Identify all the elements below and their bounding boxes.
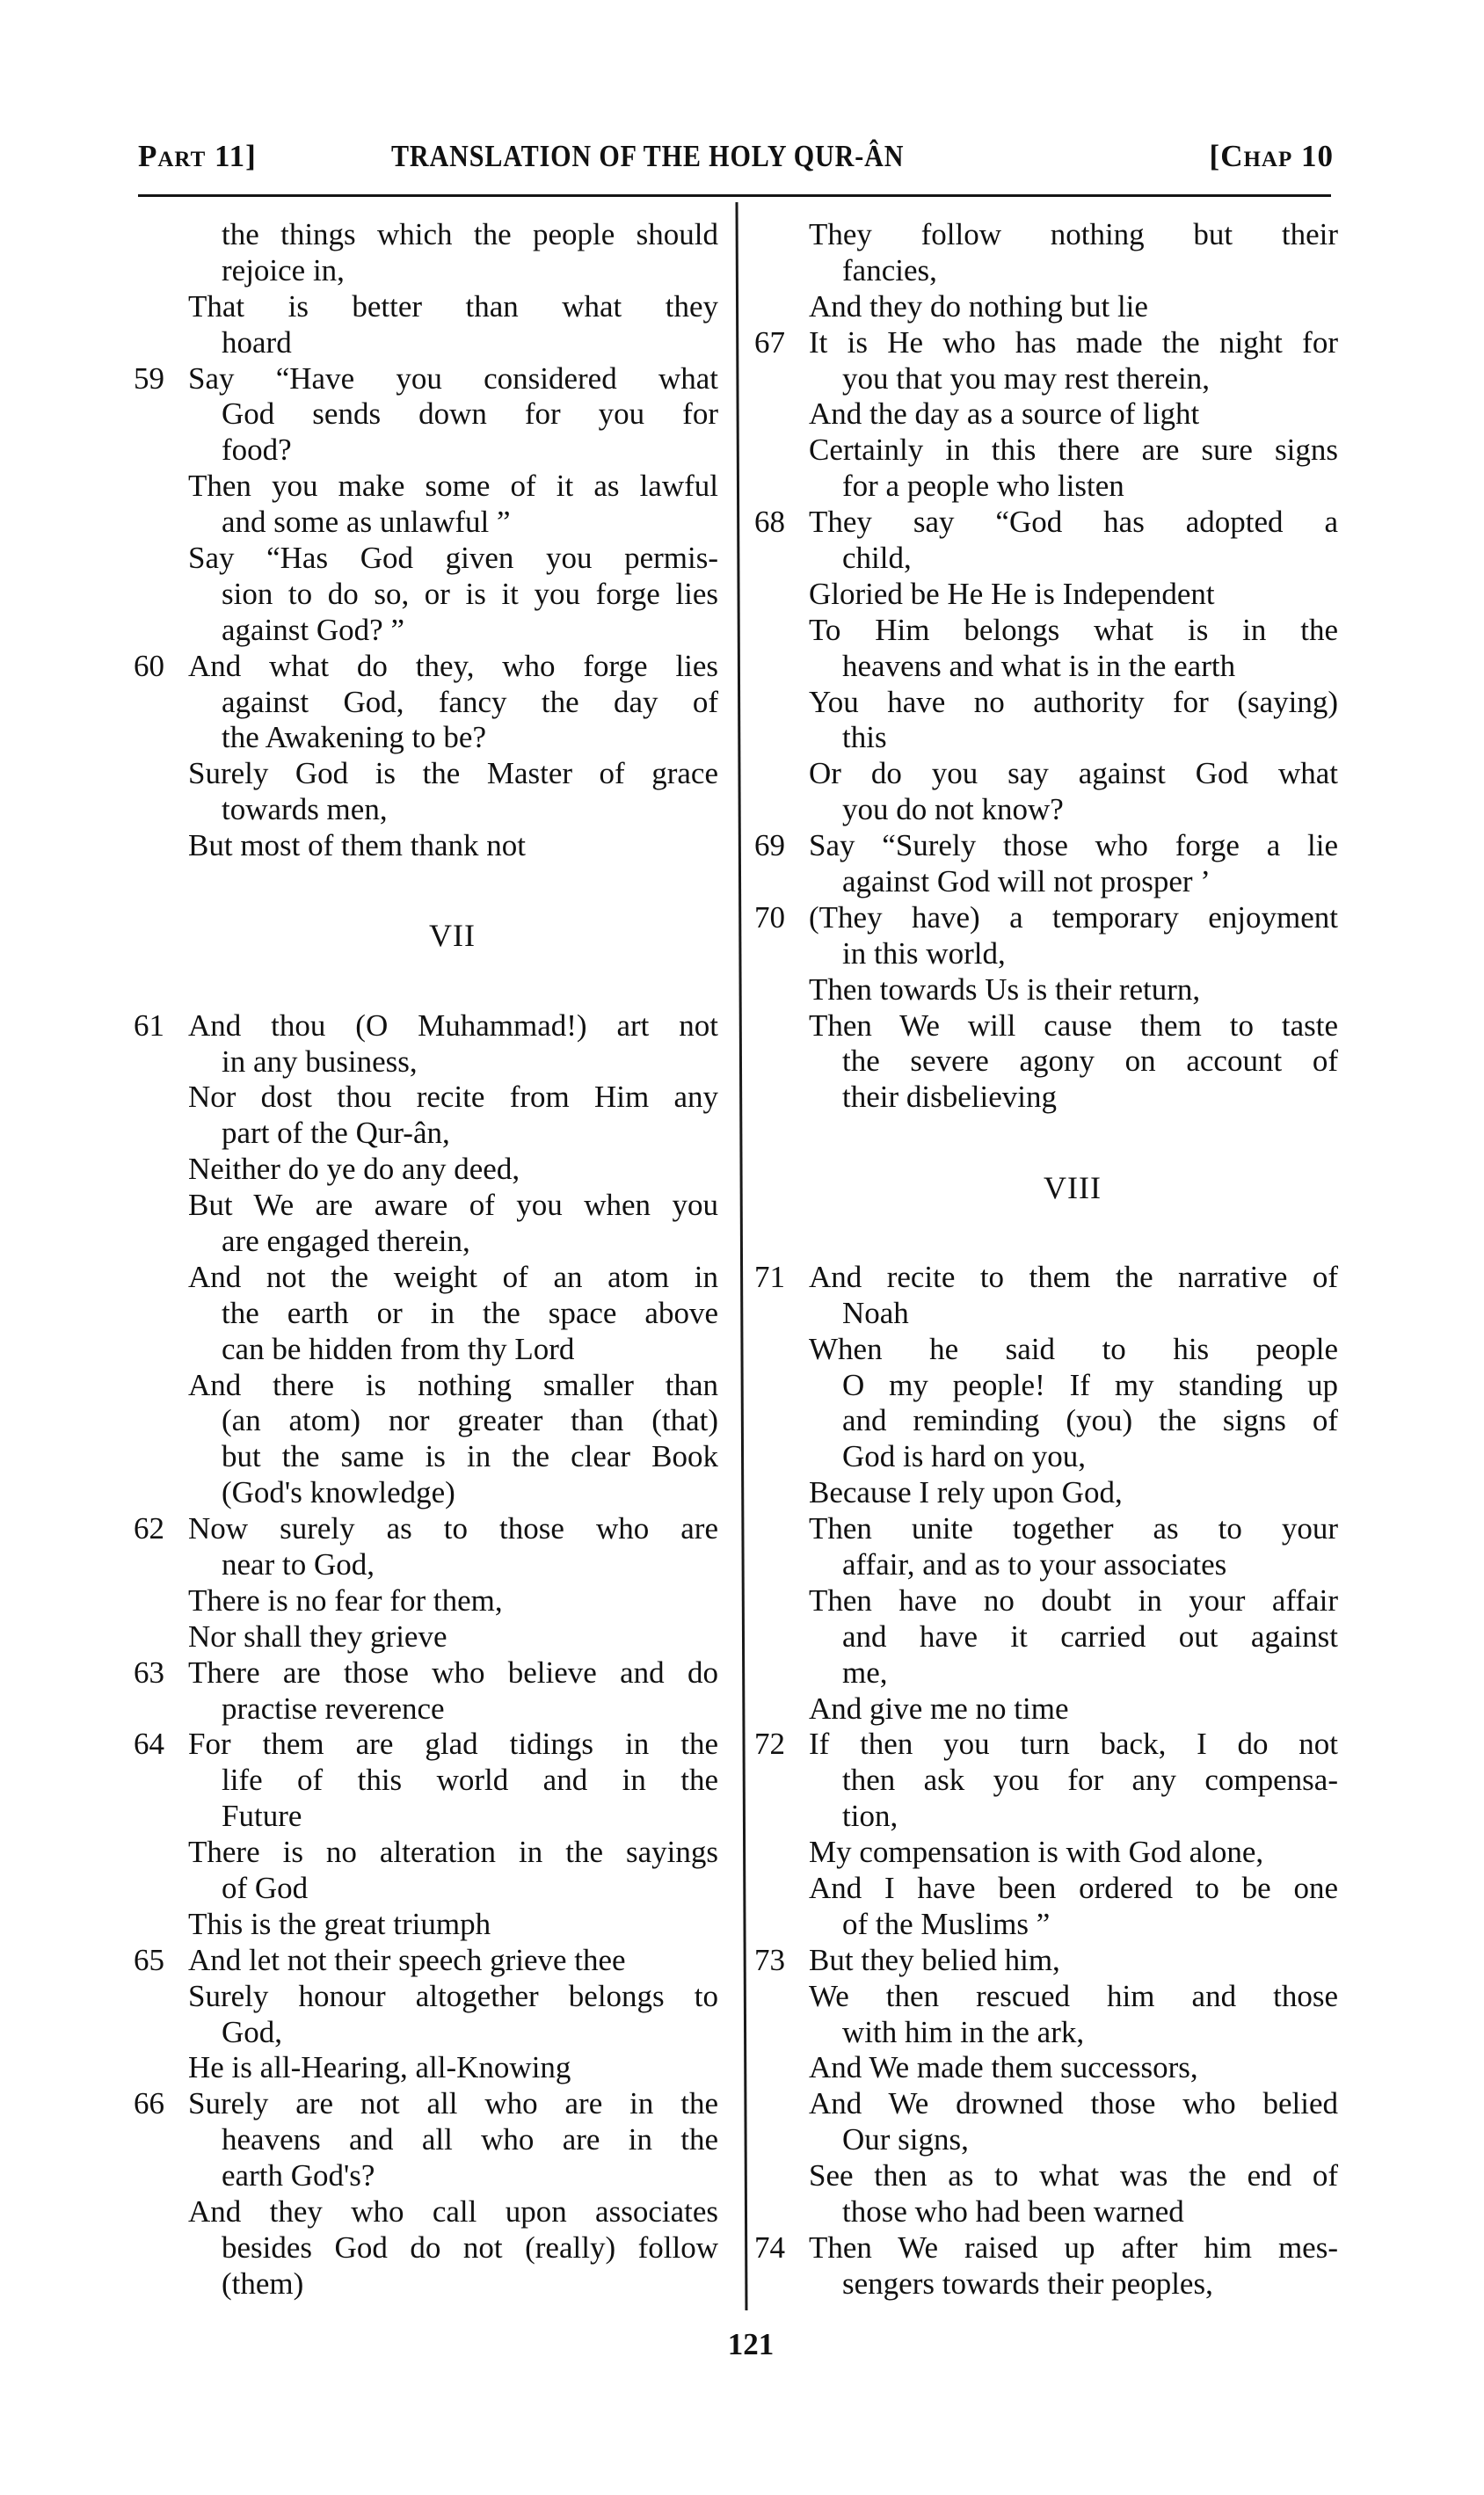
- line-text: with him in the ark,: [842, 2014, 1085, 2049]
- text-line: [134, 685, 718, 721]
- line-text: And thou (O Muhammad!) art not: [188, 1007, 718, 1043]
- verse-line: [754, 1943, 1338, 1979]
- text-line: [754, 1979, 1338, 2015]
- line-text: Then you make some of it as lawful: [188, 469, 718, 504]
- line-text: can be hidden from thy Lord: [222, 1331, 575, 1366]
- text-line: [754, 1547, 1338, 1583]
- verse-line: [134, 1511, 718, 1547]
- verse-number: 64: [134, 1727, 164, 1762]
- text-line: [134, 577, 718, 613]
- text-line: [134, 2230, 718, 2266]
- line-text: of the Muslims ”: [842, 1906, 1051, 1941]
- line-text: towards men,: [222, 792, 388, 827]
- line-text: And not the weight of an atom in: [188, 1259, 718, 1294]
- verse-line: [134, 1727, 718, 1763]
- line-text: Nor shall they grieve: [188, 1618, 447, 1654]
- line-text: But they belied him,: [809, 1942, 1060, 1977]
- verse-line: [134, 1655, 718, 1691]
- text-line: [134, 469, 718, 505]
- line-text: Now surely as to those who are: [188, 1511, 718, 1546]
- line-text: fancies,: [842, 252, 937, 287]
- text-line: [754, 396, 1338, 433]
- line-text: O my people! If my standing up: [842, 1367, 1338, 1402]
- line-text: You have no authority for (saying): [809, 684, 1338, 719]
- line-text: are engaged therein,: [222, 1223, 470, 1258]
- line-text: And give me no time: [809, 1691, 1069, 1726]
- line-text: Future: [222, 1799, 302, 1834]
- line-text: Gloried be He He is Independent: [809, 576, 1215, 611]
- text-line: [134, 1475, 718, 1511]
- part-label: Part 11]: [138, 139, 257, 173]
- left-column: [134, 217, 718, 2302]
- text-line: [134, 1260, 718, 1296]
- verse-number: 59: [134, 360, 164, 396]
- text-line: [134, 1332, 718, 1368]
- text-line: [754, 756, 1338, 792]
- line-text: And the day as a source of light: [809, 396, 1200, 432]
- text-line: [134, 253, 718, 289]
- line-text: of God: [222, 1870, 309, 1905]
- verse-line: [134, 1943, 718, 1979]
- text-line: [134, 1619, 718, 1655]
- verse-number: 60: [134, 648, 164, 683]
- verse-line: [134, 649, 718, 685]
- text-line: [754, 577, 1338, 613]
- section-heading: [134, 918, 718, 954]
- line-text: He is all-Hearing, all-Knowing: [188, 2050, 571, 2085]
- text-line: [754, 541, 1338, 577]
- line-text: you do not know?: [842, 792, 1064, 827]
- verse-line: [754, 325, 1338, 361]
- text-line: [134, 1403, 718, 1439]
- text-line: [134, 505, 718, 541]
- text-line: [754, 1296, 1338, 1332]
- text-line: [754, 1403, 1338, 1439]
- verse-line: [754, 828, 1338, 864]
- line-text: Say “Has God given you permis-: [188, 541, 718, 576]
- text-line: [754, 1799, 1338, 1835]
- text-line: [754, 972, 1338, 1008]
- text-line: [754, 936, 1338, 972]
- text-line: [754, 1871, 1338, 1907]
- line-text: me,: [842, 1655, 888, 1690]
- text-line: [754, 792, 1338, 828]
- text-line: [754, 1835, 1338, 1871]
- text-line: [754, 613, 1338, 649]
- text-line: [754, 433, 1338, 469]
- line-text: besides God do not (really) follow: [222, 2229, 718, 2265]
- line-text: And I have been ordered to be one: [809, 1870, 1338, 1905]
- text-line: [134, 433, 718, 469]
- verse-number: 67: [754, 324, 785, 360]
- text-line: [754, 1655, 1338, 1691]
- text-line: [134, 2122, 718, 2158]
- line-text: and some as unlawful ”: [222, 505, 511, 540]
- line-text: (They have) a temporary enjoyment: [809, 899, 1338, 935]
- text-line: [754, 217, 1338, 253]
- chapter-label: [Chap 10: [1209, 139, 1334, 173]
- text-line: [754, 1907, 1338, 1943]
- line-text: God is hard on you,: [842, 1439, 1087, 1474]
- text-line: [134, 1116, 718, 1152]
- text-line: [134, 1871, 718, 1907]
- verse-number: 68: [754, 505, 785, 540]
- line-text: sengers towards their peoples,: [842, 2266, 1213, 2301]
- header-rule: [138, 194, 1331, 197]
- line-text: against God, fancy the day of: [222, 684, 718, 719]
- line-text: Neither do ye do any deed,: [188, 1152, 520, 1187]
- line-text: food?: [222, 433, 292, 468]
- text-line: [754, 2194, 1338, 2230]
- line-text: life of this world and in the: [222, 1763, 718, 1798]
- line-text: We then rescued him and those: [809, 1978, 1338, 2013]
- line-text: Noah: [842, 1295, 909, 1330]
- line-text: God,: [222, 2014, 283, 2049]
- verse-number: 70: [754, 899, 785, 935]
- line-text: sion to do so, or is it you forge lies: [222, 576, 718, 611]
- line-text: Then unite together as to your: [809, 1511, 1338, 1546]
- line-text: There is no alteration in the sayings: [188, 1835, 718, 1870]
- section-heading: [754, 1170, 1338, 1206]
- line-text: near to God,: [222, 1546, 375, 1582]
- section-numeral: VIII: [1044, 1169, 1102, 1205]
- line-text: in this world,: [842, 935, 1006, 971]
- line-text: Then We raised up after him mes-: [809, 2229, 1338, 2265]
- line-text: but the same is in the clear Book: [222, 1439, 718, 1474]
- line-text: That is better than what they: [188, 288, 718, 324]
- line-text: (God's knowledge): [222, 1475, 455, 1510]
- text-line: [754, 720, 1338, 756]
- verse-line: [754, 1727, 1338, 1763]
- line-text: Surely God is the Master of grace: [188, 756, 718, 791]
- text-line: [134, 1439, 718, 1475]
- text-line: [134, 1224, 718, 1260]
- line-text: in any business,: [222, 1044, 418, 1079]
- line-text: the severe agony on account of: [842, 1044, 1338, 1079]
- text-line: [754, 469, 1338, 505]
- line-text: And they who call upon associates: [188, 2194, 718, 2229]
- line-text: hoard: [222, 324, 292, 360]
- text-line: [134, 217, 718, 253]
- text-line: [134, 828, 718, 864]
- line-text: There is no fear for them,: [188, 1582, 503, 1618]
- text-line: [754, 2015, 1338, 2051]
- line-text: Or do you say against God what: [809, 756, 1338, 791]
- verse-line: [754, 505, 1338, 541]
- verse-number: 65: [134, 1942, 164, 1977]
- line-text: Our signs,: [842, 2122, 969, 2157]
- line-text: you that you may rest therein,: [842, 360, 1210, 396]
- line-text: Say “Surely those who forge a lie: [809, 828, 1338, 863]
- line-text: Surely honour altogether belongs to: [188, 1978, 718, 2013]
- text-line: [754, 1332, 1338, 1368]
- text-line: [134, 720, 718, 756]
- verse-line: [754, 1260, 1338, 1296]
- line-text: If then you turn back, I do not: [809, 1727, 1338, 1762]
- text-line: [134, 1296, 718, 1332]
- text-line: [134, 1044, 718, 1080]
- text-line: [754, 1763, 1338, 1799]
- line-text: their disbelieving: [842, 1080, 1057, 1115]
- text-line: [134, 1907, 718, 1943]
- text-line: [754, 1691, 1338, 1728]
- verse-line: [134, 2086, 718, 2122]
- text-line: [134, 1188, 718, 1224]
- verse-line: [134, 361, 718, 397]
- text-line: [754, 1368, 1338, 1404]
- text-line: [754, 649, 1338, 685]
- verse-number: 62: [134, 1511, 164, 1546]
- line-text: And We drowned those who belied: [809, 2086, 1338, 2121]
- line-text: They follow nothing but their: [809, 217, 1338, 251]
- verse-number: 61: [134, 1007, 164, 1043]
- line-text: There are those who believe and do: [188, 1655, 718, 1690]
- verse-number: 74: [754, 2229, 785, 2265]
- line-text: My compensation is with God alone,: [809, 1835, 1264, 1870]
- line-text: To Him belongs what is in the: [809, 612, 1338, 647]
- text-line: [754, 1619, 1338, 1655]
- text-line: [754, 1439, 1338, 1475]
- line-text: rejoice in,: [222, 252, 345, 287]
- running-header: [138, 132, 1334, 181]
- verse-number: 63: [134, 1655, 164, 1690]
- verse-number: 69: [754, 828, 785, 863]
- text-line: [754, 1511, 1338, 1547]
- text-line: [754, 2158, 1338, 2194]
- text-line: [134, 1979, 718, 2015]
- text-line: [134, 756, 718, 792]
- line-text: For them are glad tidings in the: [188, 1727, 718, 1762]
- text-line: [134, 2015, 718, 2051]
- line-text: And they do nothing but lie: [809, 288, 1148, 324]
- line-text: and reminding (you) the signs of: [842, 1403, 1338, 1438]
- text-line: [754, 1080, 1338, 1116]
- line-text: Then We will cause them to taste: [809, 1007, 1338, 1043]
- text-line: [754, 2122, 1338, 2158]
- line-text: Say “Have you considered what: [188, 360, 718, 396]
- text-line: [754, 1475, 1338, 1511]
- text-line: [134, 2194, 718, 2230]
- line-text: But most of them thank not: [188, 828, 527, 863]
- line-text: against God will not prosper ’: [842, 864, 1211, 899]
- text-line: [134, 541, 718, 577]
- line-text: (an atom) nor greater than (that): [222, 1403, 718, 1438]
- text-line: [134, 792, 718, 828]
- text-line: [134, 396, 718, 433]
- column-divider-line: [737, 202, 746, 2310]
- line-text: And We made them successors,: [809, 2050, 1198, 2085]
- line-text: the earth or in the space above: [222, 1295, 718, 1330]
- verse-number: 72: [754, 1727, 785, 1762]
- line-text: against God? ”: [222, 612, 404, 647]
- verse-line: [754, 900, 1338, 936]
- verse-line: [134, 1008, 718, 1044]
- line-text: the Awakening to be?: [222, 720, 487, 755]
- text-line: [754, 2050, 1338, 2086]
- verse-line: [754, 2230, 1338, 2266]
- line-text: this: [842, 720, 887, 755]
- line-text: for a people who listen: [842, 469, 1124, 504]
- verse-number: 71: [754, 1259, 785, 1294]
- text-line: [754, 1044, 1338, 1080]
- line-text: And let not their speech grieve thee: [188, 1942, 626, 1977]
- text-line: [134, 2266, 718, 2302]
- line-text: tion,: [842, 1799, 898, 1834]
- line-text: Certainly in this there are sure signs: [809, 433, 1338, 468]
- section-gap: [754, 1206, 1338, 1260]
- text-line: [754, 361, 1338, 397]
- text-line: [134, 289, 718, 325]
- section-gap: [134, 864, 718, 918]
- line-text: the things which the people should: [222, 217, 718, 251]
- book-title: TRANSLATION OF THE HOLY QUR-ÂN: [391, 139, 905, 173]
- text-line: [754, 1583, 1338, 1619]
- text-line: [134, 1152, 718, 1188]
- line-text: and have it carried out against: [842, 1618, 1338, 1654]
- text-line: [754, 289, 1338, 325]
- line-text: earth God's?: [222, 2158, 375, 2193]
- text-line: [134, 1799, 718, 1835]
- line-text: affair, and as to your associates: [842, 1546, 1227, 1582]
- page-number: 121: [727, 2327, 775, 2361]
- line-text: Then towards Us is their return,: [809, 971, 1201, 1007]
- verse-number: 73: [754, 1942, 785, 1977]
- line-text: practise reverence: [222, 1691, 445, 1726]
- section-gap: [134, 954, 718, 1007]
- line-text: And there is nothing smaller than: [188, 1367, 718, 1402]
- line-text: Because I rely upon God,: [809, 1475, 1123, 1510]
- text-line: [134, 1583, 718, 1619]
- line-text: heavens and what is in the earth: [842, 648, 1236, 683]
- line-text: God sends down for you for: [222, 396, 718, 432]
- line-text: then ask you for any compensa-: [842, 1763, 1338, 1798]
- line-text: Surely are not all who are in the: [188, 2086, 718, 2121]
- text-line: [134, 1080, 718, 1116]
- text-line: [134, 1835, 718, 1871]
- line-text: When he said to his people: [809, 1331, 1338, 1366]
- text-line: [134, 2050, 718, 2086]
- line-text: those who had been warned: [842, 2194, 1184, 2229]
- text-line: [754, 2086, 1338, 2122]
- section-numeral: VII: [429, 918, 476, 954]
- right-column: [754, 217, 1338, 2302]
- text-line: [134, 1763, 718, 1799]
- text-line: [754, 685, 1338, 721]
- text-line: [754, 253, 1338, 289]
- text-line: [754, 1008, 1338, 1044]
- line-text: This is the great triumph: [188, 1906, 491, 1941]
- line-text: But We are aware of you when you: [188, 1188, 718, 1223]
- line-text: Nor dost thou recite from Him any: [188, 1080, 718, 1115]
- line-text: It is He who has made the night for: [809, 324, 1338, 360]
- line-text: heavens and all who are in the: [222, 2122, 718, 2157]
- line-text: They say “God has adopted a: [809, 505, 1338, 540]
- line-text: See then as to what was the end of: [809, 2158, 1338, 2193]
- text-line: [134, 1368, 718, 1404]
- text-line: [754, 2266, 1338, 2302]
- line-text: (them): [222, 2266, 304, 2301]
- text-line: [134, 613, 718, 649]
- line-text: And recite to them the narrative of: [809, 1259, 1338, 1294]
- section-gap: [754, 1116, 1338, 1169]
- line-text: And what do they, who forge lies: [188, 648, 718, 683]
- line-text: child,: [842, 541, 912, 576]
- text-line: [134, 2158, 718, 2194]
- text-line: [134, 1691, 718, 1728]
- verse-number: 66: [134, 2086, 164, 2121]
- text-line: [134, 325, 718, 361]
- text-line: [134, 1547, 718, 1583]
- line-text: Then have no doubt in your affair: [809, 1582, 1338, 1618]
- line-text: part of the Qur-ân,: [222, 1116, 450, 1151]
- text-line: [754, 864, 1338, 900]
